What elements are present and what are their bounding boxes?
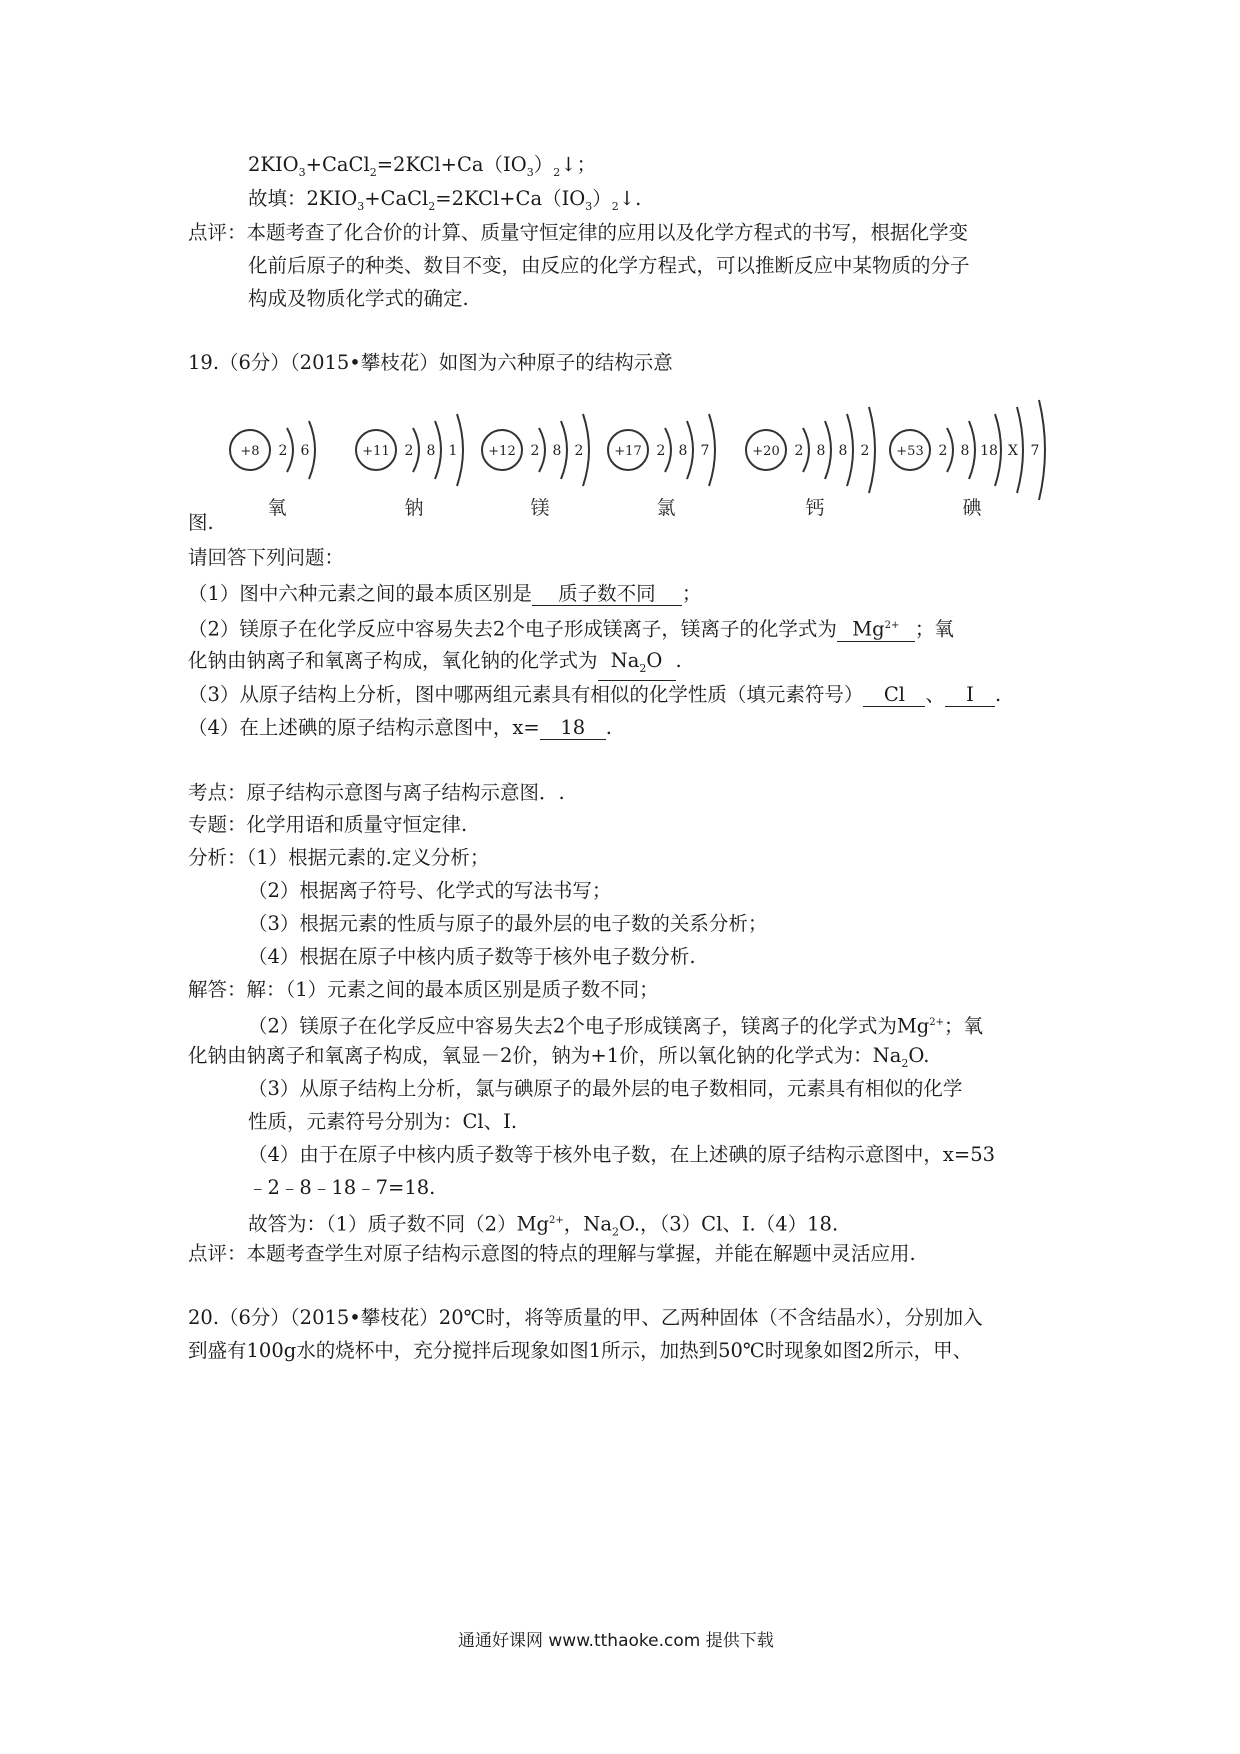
fenxi-line-1 <box>188 845 489 871</box>
atom-钙 <box>746 407 875 519</box>
nucleus-charge: +17 <box>614 444 642 459</box>
element-name: 碘 <box>962 497 982 519</box>
jieda-sub: 2 <box>901 1056 909 1070</box>
comment-line-q19: 点评：本题考查学生对原子结构示意图的特点的理解与掌握，并能在解题中灵活应用. <box>188 1242 916 1265</box>
eq-part: ↓； <box>560 153 597 176</box>
sub-question-1 <box>188 581 701 607</box>
eq-part: =2KCl+Ca（IO <box>376 153 527 176</box>
sub-question-4 <box>188 715 612 741</box>
eq-sub: 2 <box>428 199 436 213</box>
comment-line-1 <box>188 220 968 246</box>
electron-shell-arc <box>825 421 831 479</box>
jieda-text: （2）镁原子在化学反应中容易失去2个电子形成镁离子，镁离子的化学式为Mg <box>248 1014 930 1038</box>
jieda-label: 解答： <box>188 978 247 1001</box>
electron-shell-arc <box>583 414 589 486</box>
electron-shell-arc <box>869 407 875 493</box>
punct: . <box>605 716 612 739</box>
electron-shell-arc <box>709 414 715 486</box>
shell-electron-count: 8 <box>552 443 562 459</box>
punct: . <box>675 649 682 672</box>
sub-question-text: 化钠由钠离子和氧离子构成，氧化钠的化学式为 <box>188 649 598 672</box>
jieda-text: ；氧 <box>944 1014 984 1038</box>
element-name: 镁 <box>530 497 550 519</box>
sub-question-2-line2 <box>188 648 682 681</box>
shell-electron-count: 8 <box>678 443 688 459</box>
electron-shell-arc <box>309 421 315 479</box>
shell-electron-count: 6 <box>300 443 310 459</box>
fenxi-line-2: （2）根据离子符号、化学式的写法书写； <box>248 879 612 902</box>
fenxi-line-3: （3）根据元素的性质与原子的最外层的电子数的关系分析； <box>248 912 768 935</box>
answer-blank-6: 18 <box>540 717 606 740</box>
fenxi-text: （1）根据元素的.定义分析； <box>246 846 490 869</box>
atom-碘 <box>890 400 1045 519</box>
atom-镁 <box>482 414 589 519</box>
final-text: ，Na <box>563 1212 612 1236</box>
final-sub: 2 <box>611 1225 619 1239</box>
atom-氧 <box>230 421 315 519</box>
question-19-header-tail: 图. <box>188 511 214 534</box>
jieda-line-1 <box>188 977 659 1003</box>
sub-question-text: （1）图中六种元素之间的最本质区别是 <box>188 582 532 605</box>
eq-sub: 2 <box>369 165 377 179</box>
comment-line-2: 化前后原子的种类、数目不变，由反应的化学方程式，可以推断反应中某物质的分子 <box>248 254 970 277</box>
element-name: 钙 <box>805 497 825 519</box>
atom-氯 <box>608 414 715 519</box>
shell-electron-count: 2 <box>278 443 288 459</box>
shell-electron-count: 8 <box>426 443 436 459</box>
fenxi-label: 分析： <box>188 846 247 869</box>
answer-text: Na <box>610 649 640 672</box>
shell-electron-count: 2 <box>404 443 414 459</box>
answer-blank-4: Cl <box>863 684 925 707</box>
shell-electron-count: 8 <box>960 443 970 459</box>
eq-part: +CaCl <box>305 153 370 176</box>
comment-line-3: 构成及物质化学式的确定. <box>248 287 469 310</box>
element-name: 钠 <box>404 497 424 519</box>
answer-text: Mg <box>852 617 885 641</box>
kaodian-line: 考点：原子结构示意图与离子结构示意图．. <box>188 781 565 804</box>
final-text: 故答为：（1）质子数不同（2）Mg <box>248 1212 550 1236</box>
electron-shell-arc <box>435 421 441 479</box>
question-20-line-1: 20.（6分）（2015•攀枝花）20℃时，将等质量的甲、乙两种固体（不含结晶水），分别加入 <box>188 1306 983 1329</box>
eq-sub: 3 <box>298 165 306 179</box>
answer-text: O <box>646 649 663 672</box>
electron-shell-arc <box>947 428 953 472</box>
electron-shell-arc <box>413 428 419 472</box>
comment-text: 本题考查了化合价的计算、质量守恒定律的应用以及化学方程式的书写，根据化学变 <box>246 221 969 244</box>
eq-sub: 2 <box>553 165 561 179</box>
electron-shell-arc <box>847 414 853 486</box>
question-20-line-2: 到盛有100g水的烧杯中，充分搅拌后现象如图1所示，加热到50℃时现象如图2所示，甲、 <box>188 1339 973 1362</box>
eq-part: ） <box>592 187 612 210</box>
eq-sub: 3 <box>357 199 365 213</box>
electron-shell-arc <box>457 414 463 486</box>
electron-shell-arc <box>969 421 975 479</box>
punct: ； <box>681 582 702 605</box>
shell-electron-count: 2 <box>938 443 948 459</box>
jieda-line-6: （4）由于在原子中核内质子数等于核外电子数，在上述碘的原子结构示意图中，x=53 <box>248 1143 996 1166</box>
jieda-text: O. <box>908 1044 930 1067</box>
final-sup: 2+ <box>549 1215 564 1226</box>
electron-shell-arc <box>287 428 293 472</box>
jieda-text: 解：（1）元素之间的最本质区别是质子数不同； <box>246 978 659 1001</box>
eq-part: ） <box>533 153 554 176</box>
shell-electron-count: 2 <box>574 443 584 459</box>
sub-question-text: （2）镁原子在化学反应中容易失去2个电子形成镁离子，镁离子的化学式为 <box>188 617 837 641</box>
answer-blank-5: I <box>945 684 995 707</box>
electron-shell-arc <box>539 428 545 472</box>
shell-electron-count: 2 <box>530 443 540 459</box>
jieda-line-5: 性质，元素符号分别为：Cl、I. <box>248 1110 518 1133</box>
nucleus-charge: +20 <box>752 444 780 459</box>
element-name: 氧 <box>267 497 287 519</box>
atom-structure-diagrams <box>224 398 1040 528</box>
fenxi-line-4: （4）根据在原子中核内质子数等于核外电子数分析. <box>248 945 696 968</box>
final-text: O.，（3）Cl、I.（4）18. <box>618 1212 839 1236</box>
jieda-line-3 <box>188 1043 929 1077</box>
eq-part: 2KIO <box>248 153 299 176</box>
jieda-line-7: ﹣2﹣8﹣18﹣7=18. <box>248 1176 436 1199</box>
answer-sub: 2 <box>639 661 647 675</box>
shell-electron-count: 2 <box>860 443 870 459</box>
eq-sub: 2 <box>611 199 619 213</box>
answer-blank-2 <box>837 615 915 642</box>
question-19-header: 19.（6分）（2015•攀枝花）如图为六种原子的结构示意 <box>188 351 673 374</box>
zhuanti-line: 专题：化学用语和质量守恒定律. <box>188 813 468 836</box>
fill-answer-line <box>248 186 641 220</box>
sub-question-2 <box>188 615 954 643</box>
eq-part: ↓. <box>618 187 642 210</box>
shell-electron-count: 8 <box>816 443 826 459</box>
eq-part: 2KIO <box>306 187 358 210</box>
punct: . <box>994 683 1002 706</box>
nucleus-charge: +53 <box>896 444 924 459</box>
electron-shell-arc <box>803 428 809 472</box>
shell-electron-count: 7 <box>1030 443 1040 459</box>
eq-part: =2KCl+Ca（IO <box>435 187 586 210</box>
nucleus-charge: +11 <box>362 444 390 459</box>
comment-label: 点评： <box>188 221 247 244</box>
shell-electron-count: 2 <box>656 443 666 459</box>
electron-shell-arc <box>687 421 693 479</box>
eq-part: +CaCl <box>364 187 429 210</box>
shell-electron-count: 8 <box>838 443 848 459</box>
sub-question-text: （4）在上述碘的原子结构示意图中，x= <box>188 716 540 739</box>
shell-electron-count: 18 <box>980 443 998 459</box>
element-name: 氯 <box>656 497 676 519</box>
page-footer: 通通好课网 www.tthaoke.com 提供下载 <box>458 1631 774 1651</box>
fill-label: 故填： <box>248 187 307 210</box>
eq-sub: 3 <box>585 199 593 213</box>
shell-electron-count: 7 <box>700 443 710 459</box>
sub-question-3 <box>188 682 1001 708</box>
shell-electron-count: 2 <box>794 443 804 459</box>
electron-shell-arc <box>665 428 671 472</box>
electron-shell-arc <box>1039 400 1045 500</box>
electron-shell-arc <box>561 421 567 479</box>
question-prompt: 请回答下列问题： <box>188 546 345 569</box>
nucleus-charge: +12 <box>488 444 516 459</box>
punct: 、 <box>925 683 945 706</box>
answer-blank-1: 质子数不同 <box>532 583 682 606</box>
atom-钠 <box>356 414 463 519</box>
answer-sup: 2+ <box>884 620 900 631</box>
jieda-line-4: （3）从原子结构上分析，氯与碘原子的最外层的电子数相同，元素具有相似的化学 <box>248 1077 963 1100</box>
eq-sub: 3 <box>526 165 534 179</box>
sub-question-text: （3）从原子结构上分析，图中哪两组元素具有相似的化学性质（填元素符号） <box>188 683 864 706</box>
shell-electron-count: 1 <box>448 443 458 459</box>
final-answer-line <box>248 1208 838 1245</box>
equation-line <box>248 152 596 186</box>
answer-blank-3 <box>598 650 676 681</box>
jieda-sup: 2+ <box>929 1017 945 1028</box>
jieda-line-2 <box>248 1010 983 1040</box>
jieda-text: 化钠由钠离子和氧离子构成，氧显－2价，钠为+1价，所以氧化钠的化学式为：Na <box>188 1044 902 1067</box>
shell-electron-count: X <box>1008 443 1018 459</box>
nucleus-charge: +8 <box>240 444 260 459</box>
punct: ；氧 <box>914 617 954 641</box>
